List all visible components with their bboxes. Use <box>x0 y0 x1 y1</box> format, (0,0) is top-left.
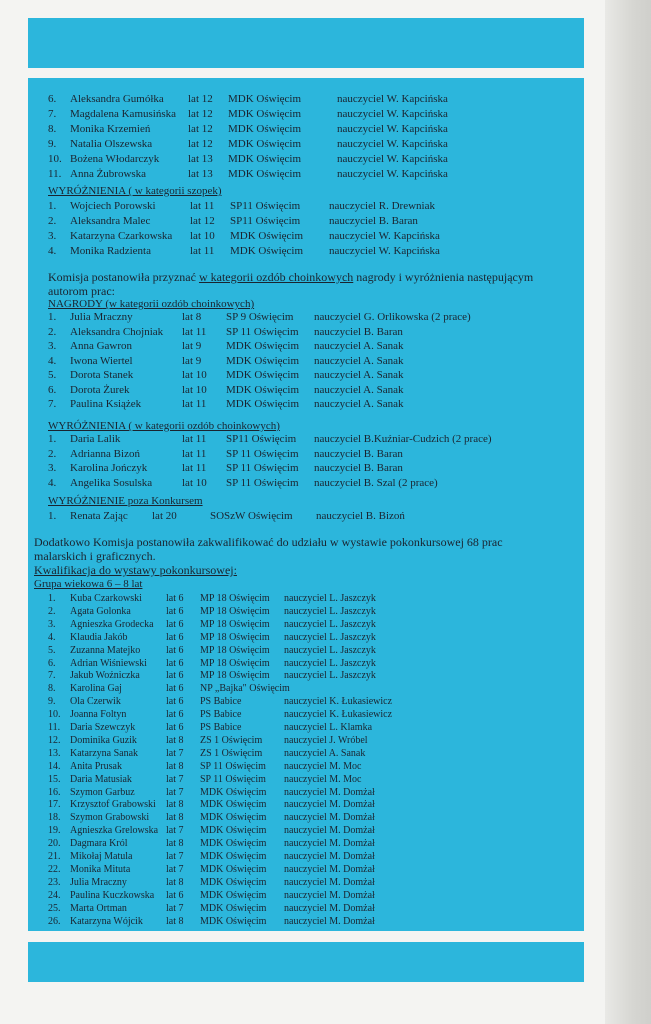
entry-school: MDK Oświęcim <box>226 340 300 352</box>
entry-teacher: nauczyciel A. Sanak <box>314 383 404 396</box>
entry-name: Jakub Woźniczka <box>70 670 140 682</box>
entry-age: lat 11 <box>182 433 207 445</box>
entry-age: lat 8 <box>166 734 184 746</box>
entry-teacher: nauczyciel M. Domżał <box>284 889 375 901</box>
entry-number: 1. <box>48 311 57 323</box>
entry-name: Szymon Garbuz <box>70 786 135 798</box>
entry-age: lat 6 <box>166 889 184 901</box>
entry-age: lat 8 <box>166 799 184 811</box>
entry-age: lat 11 <box>182 325 207 338</box>
entry-number: 10. <box>48 709 61 721</box>
entry-school: NP „Bajka" Oświęcim <box>200 683 290 695</box>
entry-age: lat 7 <box>166 786 184 798</box>
komisja-paragraph-line1 <box>48 270 533 284</box>
entry-age: lat 10 <box>182 476 207 489</box>
entry-number: 9. <box>48 696 56 708</box>
top-cyan-band <box>28 18 584 68</box>
entry-number: 11. <box>48 722 61 733</box>
entry-school: MP 18 Oświęcim <box>200 605 270 617</box>
entry-number: 3. <box>48 340 57 352</box>
entry-name: Katarzyna Sanak <box>70 747 139 759</box>
entry-teacher: nauczyciel W. Kapcińska <box>329 230 440 242</box>
entry-name: Agnieszka Grodecka <box>70 618 154 630</box>
section-heading-nagrody <box>48 298 254 311</box>
entry-name: Dominika Guzik <box>70 734 137 746</box>
entry-teacher: nauczyciel M. Domżał <box>284 863 375 875</box>
entry-teacher: nauczyciel W. Kapcińska <box>329 245 440 257</box>
document-panel <box>28 78 584 931</box>
entry-age: lat 8 <box>166 876 184 888</box>
entry-school: SP 11 Oświęcim <box>226 476 299 489</box>
entry-number: 16. <box>48 786 61 798</box>
section-heading-szopek: WYRÓŻNIENIA ( w kategorii szopek) <box>48 185 222 197</box>
entry-name: Aleksandra Chojniak <box>70 325 164 338</box>
entry-number: 1. <box>48 433 57 445</box>
entry-name: Paulina Książek <box>70 398 142 410</box>
entry-age: lat 7 <box>166 902 184 914</box>
entry-age: lat 6 <box>166 605 184 617</box>
entry-age: lat 7 <box>166 773 184 785</box>
entry-number: 9. <box>48 138 57 150</box>
entry-name: Ola Czerwik <box>70 696 121 708</box>
entry-age: lat 6 <box>166 722 184 733</box>
entry-number: 7. <box>48 670 56 682</box>
entry-school: MP 18 Oświęcim <box>200 644 270 656</box>
entry-age: lat 11 <box>182 447 207 460</box>
entry-age: lat 12 <box>188 93 213 105</box>
entry-age: lat 6 <box>166 709 184 721</box>
entry-age: lat 9 <box>182 340 202 352</box>
entry-teacher: nauczyciel W. Kapcińska <box>337 123 448 135</box>
entry-name: Dorota Żurek <box>70 383 130 396</box>
entry-school: SOSzW Oświęcim <box>210 510 293 522</box>
entry-school: SP 11 Oświęcim <box>226 447 299 460</box>
entry-number: 5. <box>48 369 57 381</box>
entry-age: lat 8 <box>166 812 184 824</box>
grupa-wiekowa-heading: Grupa wiekowa 6 – 8 lat <box>34 578 143 590</box>
entry-teacher: nauczyciel B.Kuźniar-Cudzich (2 prace) <box>314 433 492 445</box>
entry-number: 25. <box>48 902 61 914</box>
entry-age: lat 12 <box>190 215 215 227</box>
entry-age: lat 6 <box>166 593 184 604</box>
entry-age: lat 6 <box>166 657 184 669</box>
bottom-cyan-band <box>28 942 584 982</box>
entry-name: Anita Prusak <box>70 760 122 772</box>
entry-number: 2. <box>48 605 56 617</box>
entry-name: Katarzyna Czarkowska <box>70 230 173 242</box>
entry-teacher: nauczyciel L. Jaszczyk <box>284 593 376 604</box>
nagrody-title: NAGRODY <box>48 298 103 310</box>
entry-age: lat 11 <box>182 462 207 474</box>
entry-school: SP11 Oświęcim <box>230 200 301 212</box>
entry-teacher: nauczyciel B. Baran <box>314 462 403 474</box>
entry-teacher: nauczyciel L. Jaszczyk <box>284 631 376 643</box>
entry-school: MDK Oświęcim <box>200 799 267 811</box>
entry-number: 1. <box>48 200 57 212</box>
entry-school: MDK Oświęcim <box>200 851 267 862</box>
entry-school: PS Babice <box>200 709 242 721</box>
entry-number: 23. <box>48 876 61 888</box>
entry-teacher: nauczyciel L. Klamka <box>284 722 373 733</box>
entry-number: 2. <box>48 325 57 338</box>
entry-teacher: nauczyciel G. Orlikowska (2 prace) <box>314 311 471 323</box>
entry-school: MDK Oświęcim <box>200 786 267 798</box>
entry-school: SP 9 Oświęcim <box>226 311 294 323</box>
entry-school: SP 11 Oświęcim <box>226 325 299 338</box>
entry-name: Adrianna Bizoń <box>70 447 140 460</box>
entry-teacher: nauczyciel J. Wróbel <box>284 734 368 746</box>
entry-name: Julia Mraczny <box>70 876 127 888</box>
entry-number: 18. <box>48 812 61 824</box>
entry-number: 4. <box>48 631 56 643</box>
entry-name: Aleksandra Malec <box>70 215 151 227</box>
entry-name: Agata Golonka <box>70 605 131 617</box>
entry-name: Daria Matusiak <box>70 773 132 785</box>
entry-school: MDK Oświęcim <box>200 915 267 927</box>
entry-name: Krzysztof Grabowski <box>70 799 156 811</box>
entry-number: 21. <box>48 851 61 862</box>
entry-school: MDK Oświęcim <box>228 123 302 135</box>
entry-number: 10. <box>48 153 62 165</box>
entry-teacher: nauczyciel R. Drewniak <box>329 200 435 212</box>
entry-school: PS Babice <box>200 696 242 708</box>
entry-school: SP 11 Oświęcim <box>226 462 299 474</box>
entry-name: Iwona Wiertel <box>70 354 133 367</box>
entry-school: MDK Oświęcim <box>200 812 267 824</box>
entry-age: lat 12 <box>188 108 213 120</box>
komisja-category: w kategorii ozdób choinkowych <box>198 270 354 284</box>
entry-age: lat 8 <box>166 915 184 927</box>
entry-school: MDK Oświęcim <box>226 383 300 396</box>
entry-teacher: nauczyciel B. Szal (2 prace) <box>314 476 438 489</box>
entry-teacher: nauczyciel L. Jaszczyk <box>284 657 376 669</box>
entry-number: 6. <box>48 93 57 105</box>
entry-number: 4. <box>48 354 57 367</box>
entry-teacher: nauczyciel W. Kapcińska <box>337 153 448 165</box>
entry-age: lat 13 <box>188 153 213 165</box>
entry-number: 3. <box>48 618 56 630</box>
entry-teacher: nauczyciel K. Łukasiewicz <box>284 709 393 721</box>
entry-teacher: nauczyciel W. Kapcińska <box>337 168 448 180</box>
entry-teacher: nauczyciel L. Jaszczyk <box>284 670 376 682</box>
entry-school: MDK Oświęcim <box>228 168 302 180</box>
page-edge-shadow <box>605 0 651 1024</box>
entry-number: 8. <box>48 123 57 135</box>
entry-teacher: nauczyciel W. Kapcińska <box>337 93 448 105</box>
entry-number: 26. <box>48 915 61 927</box>
entry-teacher: nauczyciel M. Domżał <box>284 851 375 862</box>
entry-name: Aleksandra Gumółka <box>70 93 164 105</box>
entry-number: 20. <box>48 838 61 850</box>
entry-name: Anna Gawron <box>70 340 133 352</box>
entry-name: Mikołaj Matula <box>70 851 133 862</box>
entry-name: Kuba Czarkowski <box>70 593 142 604</box>
section-heading-wyroznienia-ozdob: WYRÓŻNIENIA ( w kategorii ozdób choinkowych) <box>48 420 280 432</box>
entry-age: lat 20 <box>152 510 177 522</box>
entry-number: 19. <box>48 825 61 837</box>
entry-age: lat 11 <box>190 245 215 257</box>
entry-age: lat 8 <box>166 760 184 772</box>
entry-name: Marta Ortman <box>70 902 127 914</box>
entry-school: MP 18 Oświęcim <box>200 631 270 643</box>
entry-number: 24. <box>48 889 61 901</box>
entry-school: SP11 Oświęcim <box>226 433 297 445</box>
entry-school: PS Babice <box>200 722 242 733</box>
entry-name: Bożena Włodarczyk <box>70 153 160 165</box>
entry-name: Daria Lalik <box>70 433 121 445</box>
entry-school: MDK Oświęcim <box>228 138 302 150</box>
entry-name: Joanna Foltyn <box>70 709 127 721</box>
entry-teacher: nauczyciel A. Sanak <box>314 340 404 352</box>
entry-name: Karolina Jończyk <box>70 462 148 474</box>
entry-number: 8. <box>48 683 56 695</box>
entry-teacher: nauczyciel L. Jaszczyk <box>284 618 376 630</box>
entry-teacher: nauczyciel M. Domżał <box>284 799 375 811</box>
section-heading-poza-konkursem: WYRÓŻNIENIE poza Konkursem <box>48 495 203 507</box>
entry-age: lat 10 <box>190 230 215 242</box>
entry-school: MP 18 Oświęcim <box>200 593 270 604</box>
entry-name: Paulina Kuczkowska <box>70 889 155 901</box>
entry-name: Monika Radzienta <box>70 245 151 257</box>
entry-name: Renata Zając <box>70 510 128 522</box>
entry-age: lat 7 <box>166 825 184 837</box>
entry-teacher: nauczyciel A. Sanak <box>314 369 404 381</box>
entry-name: Natalia Olszewska <box>70 138 153 150</box>
entry-name: Dagmara Król <box>70 838 128 850</box>
entry-name: Dorota Stanek <box>70 369 134 381</box>
entry-teacher: nauczyciel A. Sanak <box>284 747 366 759</box>
nagrody-subtitle: (w kategorii ozdób choinkowych) <box>102 298 255 310</box>
entry-number: 2. <box>48 215 57 227</box>
entry-number: 13. <box>48 747 61 759</box>
entry-age: lat 12 <box>188 138 213 150</box>
dodatkowo-paragraph-line2: malarskich i graficznych. <box>34 549 156 563</box>
entry-teacher: nauczyciel B. Baran <box>314 325 403 338</box>
entry-teacher: nauczyciel A. Sanak <box>314 398 404 410</box>
entry-teacher: nauczyciel M. Domżał <box>284 812 375 824</box>
entry-number: 3. <box>48 230 57 242</box>
entry-number: 11. <box>48 168 62 180</box>
entry-name: Angelika Sosulska <box>70 476 153 489</box>
entry-number: 6. <box>48 657 56 669</box>
entry-n: 1. <box>48 510 57 522</box>
entry-name: Monika Krzemień <box>70 123 151 135</box>
entry-name: Agnieszka Grelowska <box>70 825 159 837</box>
entry-number: 14. <box>48 760 61 772</box>
entry-age: lat 6 <box>166 618 184 630</box>
entry-age: lat 6 <box>166 683 184 695</box>
entry-teacher: nauczyciel B. Bizoń <box>316 510 405 522</box>
entry-school: MDK Oświęcim <box>200 876 267 888</box>
entry-teacher: nauczyciel M. Domżał <box>284 915 375 927</box>
entry-age: lat 8 <box>166 838 184 850</box>
entry-school: MDK Oświęcim <box>226 369 300 381</box>
entry-teacher: nauczyciel A. Sanak <box>314 354 404 367</box>
komisja-text-end: nagrody i wyróżnienia następującym <box>353 270 534 284</box>
entry-teacher: nauczyciel M. Moc <box>284 773 362 785</box>
entry-number: 15. <box>48 773 61 785</box>
entry-age: lat 8 <box>182 311 202 323</box>
entry-teacher: nauczyciel M. Domżał <box>284 786 375 798</box>
entry-school: MDK Oświęcim <box>228 93 302 105</box>
entry-teacher: nauczyciel M. Moc <box>284 760 362 772</box>
entry-teacher: nauczyciel K. Łukasiewicz <box>284 696 393 708</box>
entry-school: MDK Oświęcim <box>200 838 267 850</box>
entry-number: 7. <box>48 108 57 120</box>
entry-age: lat 6 <box>166 696 184 708</box>
entry-school: MP 18 Oświęcim <box>200 657 270 669</box>
entry-age: lat 6 <box>166 631 184 643</box>
entry-school: MDK Oświęcim <box>226 354 300 367</box>
entry-age: lat 7 <box>166 863 184 875</box>
entry-teacher: nauczyciel M. Domżał <box>284 902 375 914</box>
entry-name: Karolina Gaj <box>70 683 122 695</box>
entry-number: 3. <box>48 462 57 474</box>
entry-age: lat 10 <box>182 383 207 396</box>
entry-teacher: nauczyciel M. Domżał <box>284 838 375 850</box>
kwalifikacja-heading: Kwalifikacja do wystawy pokonkursowej: <box>34 563 237 577</box>
entry-school: MDK Oświęcim <box>230 245 304 257</box>
komisja-paragraph-line2: autorom prac: <box>48 284 115 298</box>
entry-age: lat 7 <box>166 747 184 759</box>
entry-school: MP 18 Oświęcim <box>200 670 270 682</box>
entry-school: MDK Oświęcim <box>230 230 304 242</box>
entry-age: lat 12 <box>188 123 213 135</box>
entry-number: 22. <box>48 863 61 875</box>
entry-school: MDK Oświęcim <box>200 863 267 875</box>
entry-school: SP11 Oświęcim <box>230 215 301 227</box>
entry-name: Magdalena Kamusińska <box>70 108 176 120</box>
entry-age: lat 13 <box>188 168 213 180</box>
entry-number: 12. <box>48 734 61 746</box>
entry-number: 6. <box>48 383 57 396</box>
entry-age: lat 6 <box>166 670 184 682</box>
entry-name: Julia Mraczny <box>70 311 133 323</box>
entry-teacher: nauczyciel B. Baran <box>329 215 418 227</box>
entry-teacher: nauczyciel W. Kapcińska <box>337 108 448 120</box>
entry-school: MDK Oświęcim <box>200 825 267 837</box>
entry-teacher: nauczyciel M. Domżał <box>284 876 375 888</box>
entry-number: 5. <box>48 644 56 656</box>
entry-school: ZS 1 Oświęcim <box>200 734 263 746</box>
entry-name: Zuzanna Matejko <box>70 644 141 656</box>
entry-age: lat 11 <box>190 200 215 212</box>
entry-number: 17. <box>48 799 61 811</box>
entry-school: MDK Oświęcim <box>228 153 302 165</box>
entry-age: lat 6 <box>166 644 184 656</box>
entry-name: Katarzyna Wójcik <box>70 915 143 927</box>
entry-number: 4. <box>48 476 57 489</box>
entry-age: lat 7 <box>166 851 184 862</box>
entry-teacher: nauczyciel L. Jaszczyk <box>284 605 376 617</box>
komisja-text: Komisja postanowiła przyznać <box>48 270 199 284</box>
entry-name: Szymon Grabowski <box>70 812 150 824</box>
entry-number: 4. <box>48 245 57 257</box>
entry-age: lat 9 <box>182 354 202 367</box>
dodatkowo-paragraph-line1: Dodatkowo Komisja postanowiła zakwalifikować do udziału w wystawie pokonkursowej 68 prac <box>34 535 503 549</box>
entry-name: Daria Szewczyk <box>70 722 136 733</box>
entry-age: lat 10 <box>182 369 207 381</box>
entry-teacher: nauczyciel W. Kapcińska <box>337 138 448 150</box>
entry-name: Wojciech Porowski <box>70 200 156 212</box>
entry-school: MDK Oświęcim <box>226 398 300 410</box>
entry-name: Monika Mituta <box>70 863 131 875</box>
entry-name: Klaudia Jakób <box>70 631 128 643</box>
entry-school: MDK Oświęcim <box>228 108 302 120</box>
entry-name: Anna Żubrowska <box>70 168 147 180</box>
entry-number: 2. <box>48 447 57 460</box>
entry-age: lat 11 <box>182 398 207 410</box>
entry-number: 1. <box>48 593 56 604</box>
entry-name: Adrian Wiśniewski <box>70 657 147 669</box>
entry-school: MDK Oświęcim <box>200 889 267 901</box>
entry-number: 7. <box>48 398 57 410</box>
entry-teacher: nauczyciel L. Jaszczyk <box>284 644 376 656</box>
entry-school: SP 11 Oświęcim <box>200 773 266 785</box>
entry-teacher: nauczyciel B. Baran <box>314 447 403 460</box>
entry-school: ZS 1 Oświęcim <box>200 747 263 759</box>
entry-school: MP 18 Oświęcim <box>200 618 270 630</box>
entry-school: MDK Oświęcim <box>200 902 267 914</box>
entry-school: SP 11 Oświęcim <box>200 760 266 772</box>
entry-teacher: nauczyciel M. Domżał <box>284 825 375 837</box>
